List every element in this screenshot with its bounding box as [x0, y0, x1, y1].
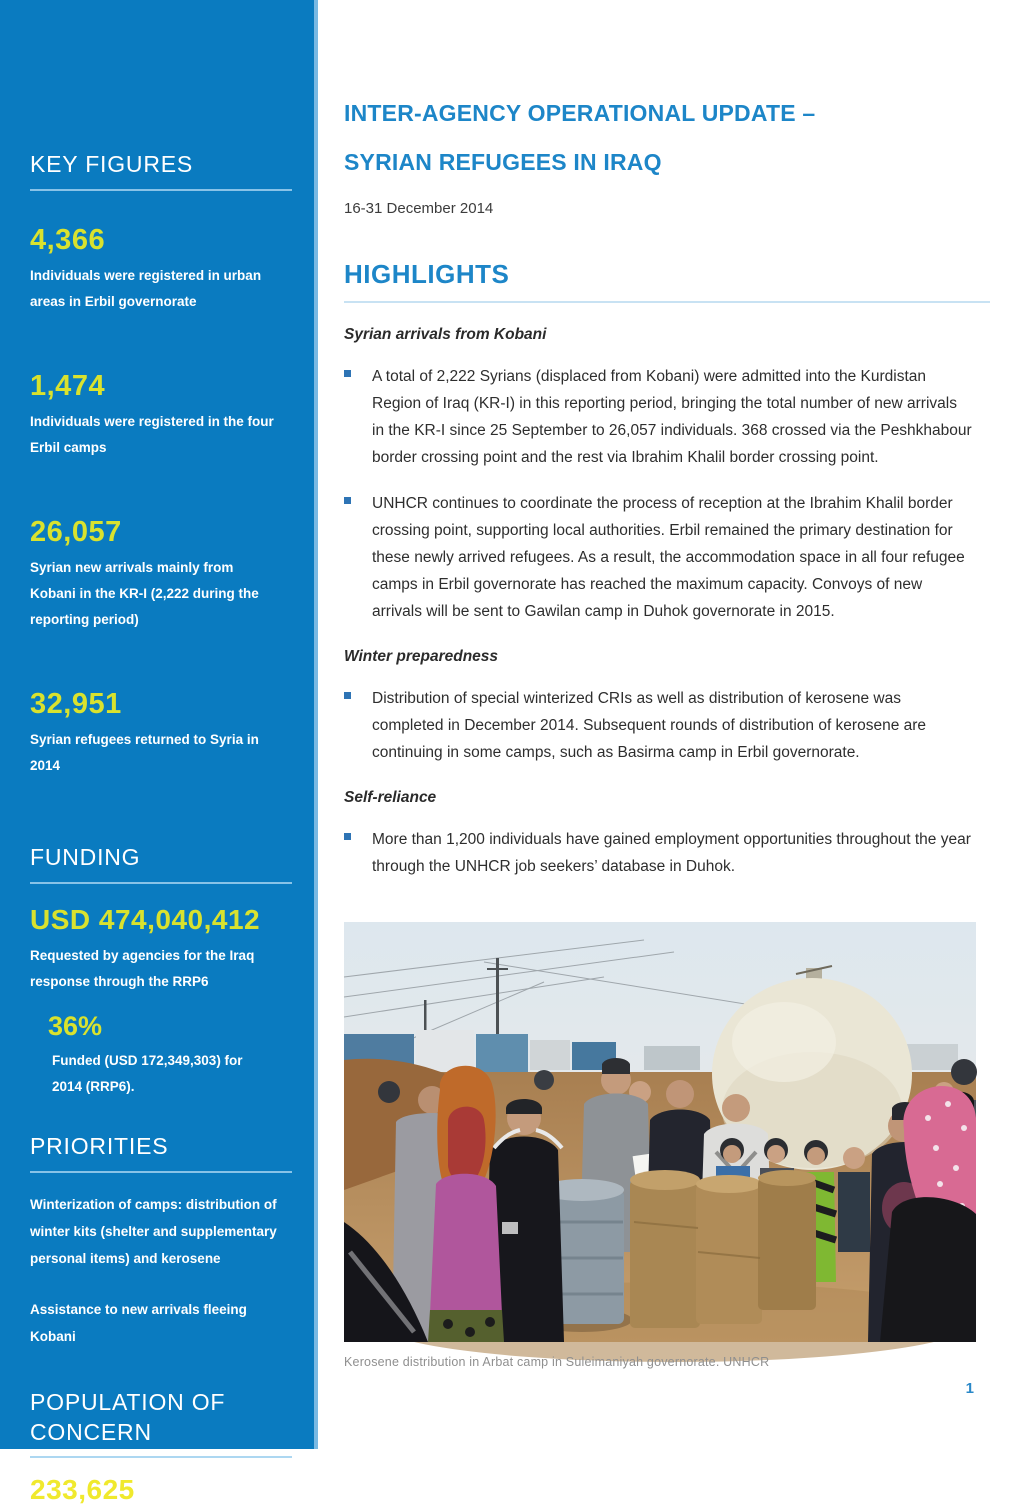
priorities-title: PRIORITIES: [30, 1132, 169, 1159]
priority-item: Winterization of camps: distribution of winter kits (shelter and supplementary personal items) and kerosene: [30, 1196, 277, 1266]
bullet-square-icon: [344, 833, 351, 840]
document-title-line1: INTER-AGENCY OPERATIONAL UPDATE –: [344, 100, 816, 126]
divider: [344, 301, 990, 303]
priority-item: Assistance to new arrivals fleeing Kobani: [30, 1301, 247, 1344]
funding-title: FUNDING: [30, 843, 141, 870]
funding-section: [30, 843, 292, 1100]
key-figure-value: 1,474: [30, 369, 106, 402]
sidebar: [0, 0, 318, 1506]
document-title-line2: SYRIAN REFUGEES IN IRAQ: [344, 149, 662, 176]
key-figures-section: [30, 150, 292, 779]
bullet-square-icon: [344, 497, 351, 504]
key-figure-desc: Individuals were registered in the four Erbil camps: [30, 413, 274, 455]
key-figure-value: 4,366: [30, 223, 106, 256]
key-figure-value: 26,057: [30, 515, 122, 548]
population-row: [30, 1474, 292, 1506]
key-figure-item: [30, 516, 292, 633]
bullet-text: UNHCR continues to coordinate the process of reception at the Ibrahim Khalil border crossing point, supporting local authorities. Erbil remained the primary destination for these newly arrived refugees. As a result, the accommodation space in all four refugee camps in Erbil governorate has reached the maximum capacity. Convoys of new arrivals will be sent to Gawilan camp in Duhok governorate in 2015.: [372, 494, 965, 620]
bullet-item: [344, 363, 990, 471]
key-figure-desc: Syrian new arrivals mainly from Kobani in the KR-I (2,222 during the reporting period): [30, 559, 259, 627]
divider: [30, 189, 292, 191]
highlights-title: HIGHLIGHTS: [344, 258, 510, 289]
key-figure-value: 32,951: [30, 687, 122, 720]
key-figure-desc: Individuals were registered in urban areas in Erbil governorate: [30, 267, 262, 309]
funding-percent: 36%: [48, 1010, 103, 1041]
population-section: [30, 1388, 292, 1506]
funding-amount: USD 474,040,412: [30, 903, 261, 935]
bullet-text: More than 1,200 individuals have gained employment opportunities throughout the year through the UNHCR job seekers’ database in Duhok.: [372, 830, 971, 875]
key-figure-desc: Syrian refugees returned to Syria in 2014: [30, 731, 259, 773]
funding-amount-desc: Requested by agencies for the Iraq response through the RRP6: [30, 947, 255, 989]
document-title: [344, 101, 990, 176]
key-figures-title: KEY FIGURES: [30, 151, 194, 177]
key-figure-item: [30, 370, 292, 461]
divider: [30, 1171, 292, 1173]
photo-kerosene-distribution: [344, 922, 976, 1342]
person-orange-headscarf-woman: [428, 1065, 504, 1341]
page-number: 1: [965, 1380, 974, 1397]
population-label: Syrian refugees: [144, 1486, 250, 1503]
priorities-section: [30, 1132, 292, 1350]
population-value: 233,625: [30, 1474, 135, 1506]
kerosene-drums: [532, 1170, 816, 1332]
main-content: [322, 0, 1024, 1449]
bullet-item: [344, 685, 990, 766]
report-date-range: 16-31 December 2014: [344, 199, 494, 217]
bullet-text: A total of 2,222 Syrians (displaced from Kobani) were admitted into the Kurdistan Region of Iraq (KR-I) in this reporting period, bringing the total number of new arrivals in the KR-I since 25 September to 26,057 individuals. 368 crossed via the Peshkhabour border crossing point and the rest via Ibrahim Khalil border crossing point.: [372, 367, 972, 466]
photo-caption: Kerosene distribution in Arbat camp in Suleimaniyah governorate. UNHCR: [344, 1354, 770, 1369]
divider: [30, 1456, 292, 1458]
bullet-text: Distribution of special winterized CRIs as well as distribution of kerosene was completed in December 2014. Subsequent rounds of distribution of kerosene are continuing in some camps, such as Basirma camp in Erbil governorate.: [372, 689, 927, 761]
key-figure-item: [30, 688, 292, 779]
photo-illustration: [344, 922, 976, 1342]
bullet-item: [344, 826, 990, 880]
divider: [30, 882, 292, 884]
subheading-syrian-arrivals: Syrian arrivals from Kobani: [344, 325, 547, 343]
funding-percent-desc: Funded (USD 172,349,303) for 2014 (RRP6).: [52, 1052, 243, 1094]
subheading-self-reliance: Self-reliance: [344, 788, 437, 806]
key-figure-item: [30, 224, 292, 315]
subheading-winter-preparedness: Winter preparedness: [344, 647, 499, 665]
bullet-item: [344, 490, 990, 625]
population-title: POPULATION OF CONCERN: [30, 1388, 226, 1445]
bullet-square-icon: [344, 692, 351, 699]
bullet-square-icon: [344, 370, 351, 377]
